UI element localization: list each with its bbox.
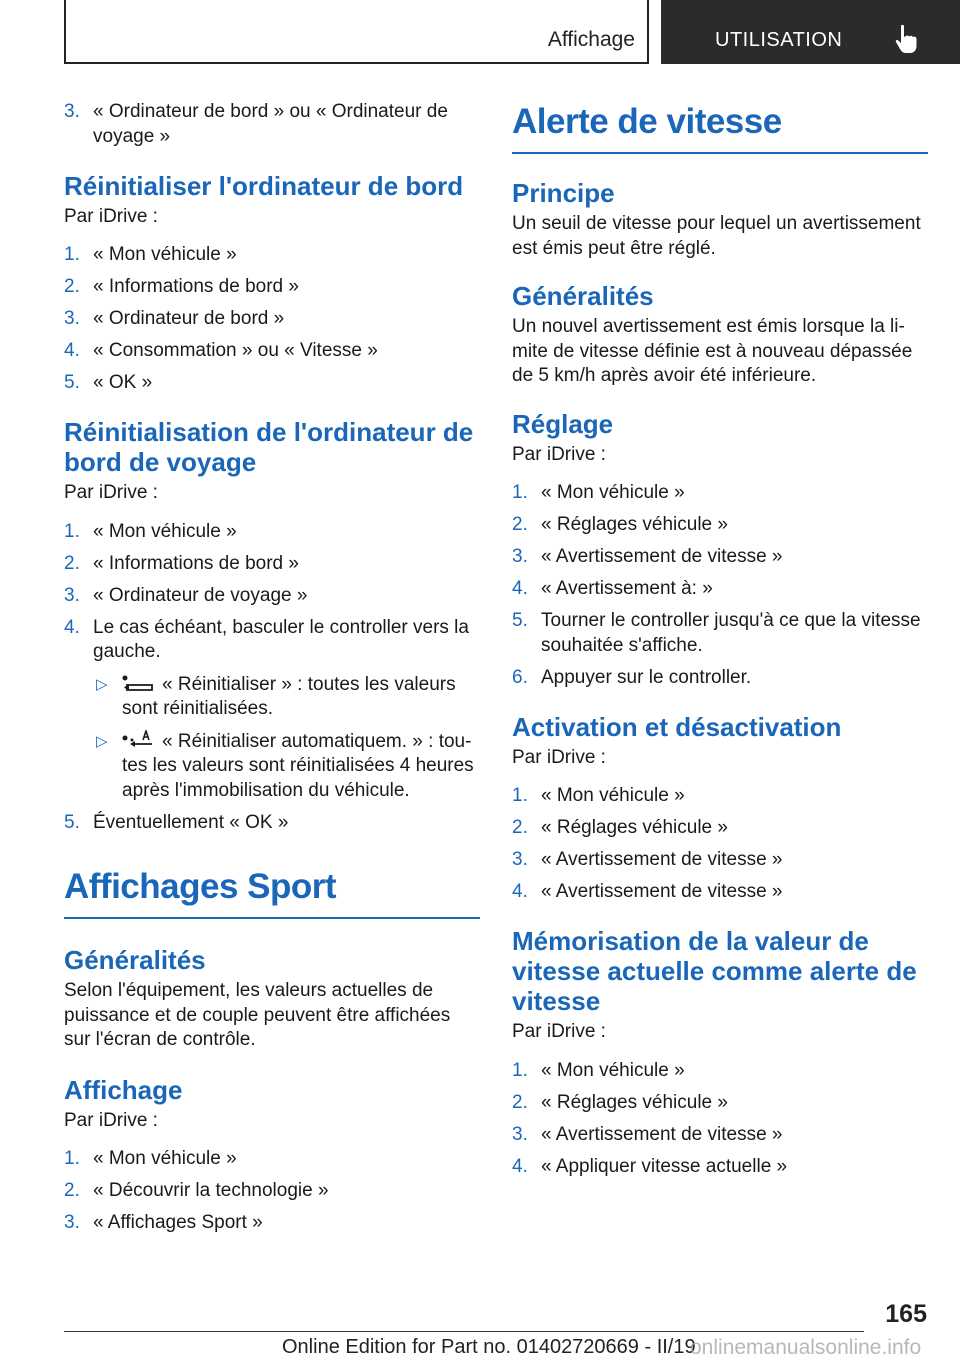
memorisation-heading: Mémorisation de la valeur de vitesse actuelle comme alerte de vitesse	[512, 926, 917, 1016]
reset-voyage-heading: Réinitialisation de l'ordinateur de bord de voyage	[64, 417, 474, 477]
chapter-title: UTILISATION	[715, 29, 843, 51]
list-item: 4. « Avertissement à: »	[512, 578, 713, 599]
list-item: 3. « Ordinateur de bord » ou « Ordinateur de voyage »	[64, 101, 448, 147]
reset-voyage-intro: Par iDrive :	[64, 482, 158, 503]
list-item: 3. « Affichages Sport »	[64, 1212, 263, 1233]
page-number: 165	[885, 1300, 927, 1328]
section-title: Affichage	[547, 28, 635, 51]
list-item: 2. « Découvrir la technologie »	[64, 1180, 329, 1201]
list-item: 4. « Appliquer vitesse actuelle »	[512, 1155, 788, 1177]
sport-steps	[64, 1147, 480, 1236]
list-item: 3. « Ordinateur de voyage »	[64, 584, 308, 606]
reset-trip-heading: Réinitialiser l'ordinateur de bord	[64, 170, 464, 201]
activation-steps	[512, 784, 928, 905]
sport-heading: Affichages Sport	[64, 867, 337, 906]
triangle-bullet-icon: ▷	[96, 732, 108, 750]
list-item: 1. « Mon véhicule »	[64, 244, 237, 265]
list-item: 1. « Mon véhicule »	[512, 482, 685, 503]
reset-voyage-steps	[64, 520, 480, 836]
list-item: 1. « Mon véhicule »	[64, 520, 237, 542]
setting-intro: Par iDrive :	[512, 443, 606, 465]
right-column	[512, 100, 928, 1187]
activation-heading: Activation et désactivation	[512, 711, 842, 742]
list-item: 3. « Avertissement de vitesse »	[512, 1123, 783, 1145]
principle-text: Un seuil de vitesse pour lequel un avertissement est émis peut être réglé.	[512, 213, 921, 259]
list-item: 2. « Réglages véhicule »	[512, 1091, 728, 1113]
sport-display-heading: Affichage	[64, 1074, 183, 1105]
list-item: 5. « OK »	[64, 372, 153, 393]
header-section-box	[64, 0, 649, 64]
continued-steps	[64, 100, 480, 149]
list-item: 1. « Mon véhicule »	[64, 1148, 237, 1169]
list-item: 3. « Avertissement de vitesse »	[512, 546, 783, 567]
list-item: 4. « Consommation » ou « Vitesse »	[64, 340, 378, 361]
list-item: 4. Le cas échéant, basculer le controller vers la gauche. ▷ « Réinitialiser » : toutes les valeurs sont réinitialisées. ▷ « Réinitialiser automatiquem. » : toutes les valeurs sont réinitialisées 4 heures après l'immobilisation du véhicule.	[64, 616, 480, 804]
header-chapter-box	[661, 0, 960, 64]
reset-icon	[122, 675, 154, 693]
list-item: 6. Appuyer sur le controller.	[512, 666, 752, 688]
reset-trip-steps	[64, 243, 480, 396]
sub-item: ▷ « Réinitialiser automatiquem. » : toutes les valeurs sont réinitialisées 4 heures après l'immobilisation du véhicule.	[96, 730, 474, 801]
list-item: 5. Tourner le controller jusqu'à ce que la vitesse souhaitée s'affiche.	[512, 610, 921, 656]
hand-pointer-icon	[893, 24, 919, 54]
sport-general-heading: Généralités	[64, 945, 206, 975]
list-item: 2. « Informations de bord »	[64, 552, 299, 574]
setting-heading: Réglage	[512, 408, 614, 439]
triangle-bullet-icon: ▷	[96, 675, 108, 693]
list-item: 3. « Avertissement de vitesse »	[512, 849, 783, 870]
list-item: 1. « Mon véhicule »	[512, 1059, 685, 1081]
list-item: 2. « Réglages véhicule »	[512, 514, 728, 535]
list-item: 3. « Ordinateur de bord »	[64, 308, 285, 329]
speed-alert-heading: Alerte de vitesse	[512, 102, 782, 141]
list-item: 5. Éventuellement « OK »	[64, 812, 289, 833]
sport-display-intro: Par iDrive :	[64, 1109, 158, 1131]
auto-reset-icon	[122, 730, 154, 752]
list-item: 2. « Informations de bord »	[64, 276, 299, 297]
list-item: 1. « Mon véhicule »	[512, 785, 685, 806]
general-heading: Généralités	[512, 281, 654, 311]
list-item: 2. « Réglages véhicule »	[512, 817, 728, 838]
sport-general-text: Selon l'équipement, les valeurs actuelles de puissance et de couple peuvent être affichées sur l'écran de contrôle.	[64, 980, 451, 1050]
reset-options	[93, 673, 480, 804]
activation-intro: Par iDrive :	[512, 746, 606, 768]
watermark: onlinemanualsonline.info	[690, 1336, 922, 1359]
setting-steps	[512, 481, 928, 690]
list-item: 4. « Avertissement de vitesse »	[512, 881, 783, 902]
reset-trip-intro: Par iDrive :	[64, 205, 158, 227]
memorisation-intro: Par iDrive :	[512, 1021, 606, 1042]
footer-rule	[64, 1331, 864, 1332]
left-column	[64, 100, 480, 1243]
principle-heading: Principe	[512, 178, 615, 208]
memorisation-steps	[512, 1059, 928, 1180]
sub-item: ▷ « Réinitialiser » : toutes les valeurs sont réinitialisées.	[96, 673, 456, 719]
general-text: Un nouvel avertissement est émis lorsque la limite de vitesse définie est à nouveau dépassée de 5 km/h après avoir été inférieure.	[512, 316, 913, 386]
edition-text: Online Edition for Part no. 01402720669 - II/19	[282, 1336, 696, 1358]
